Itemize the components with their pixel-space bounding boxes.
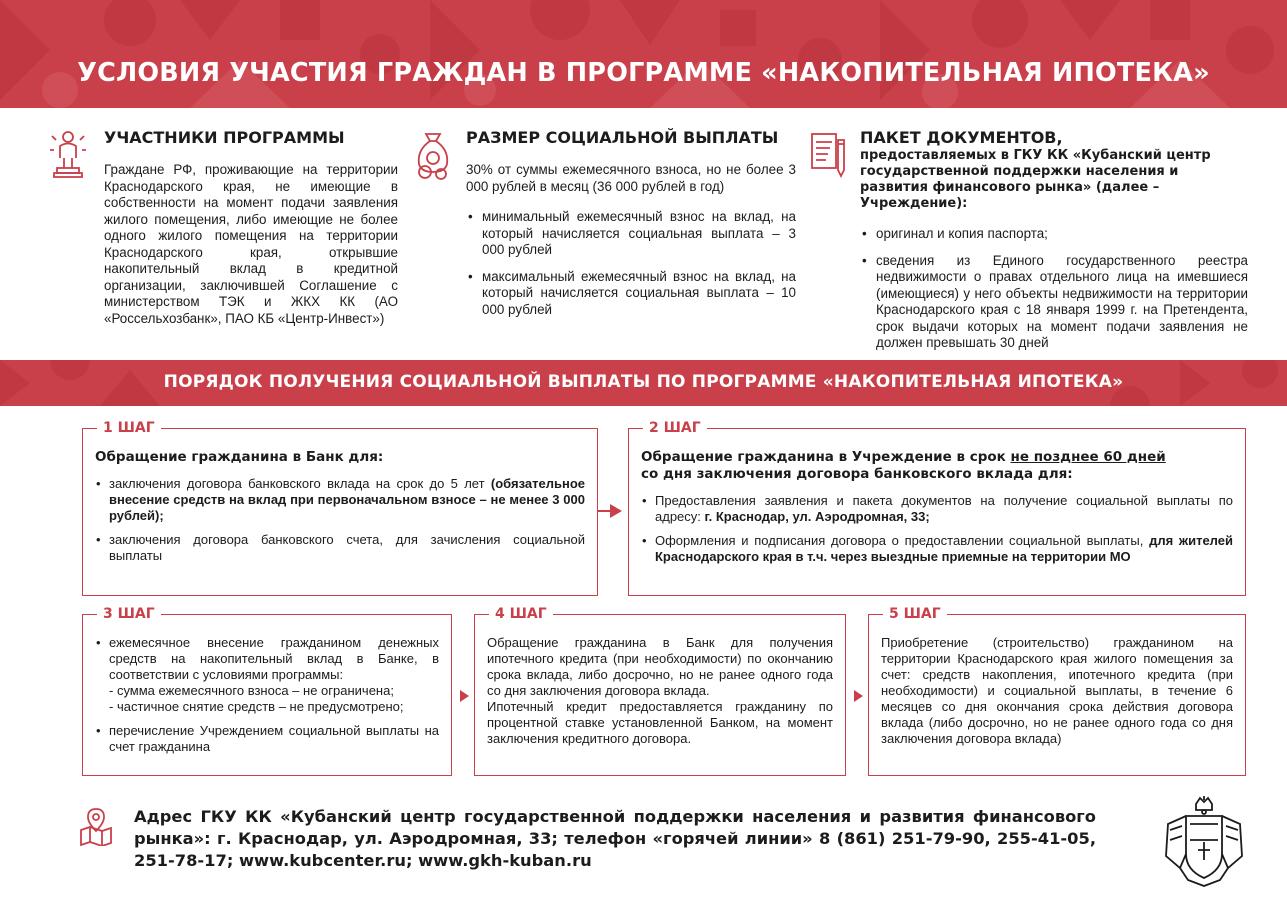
item-text: Предоставления заявления и пакета документов на получение социальной выплаты по адресу: <box>655 493 1233 524</box>
documents-subtitle: предоставляемых в ГКУ КК «Кубанский центр государственной поддержки населения и развития финансового рынка» (далее – Учреждение): <box>860 148 1211 211</box>
krasnodar-krai-coat-of-arms-icon <box>1160 796 1248 888</box>
item-bold: для жителей Краснодарского края в т.ч. через выездные приемные на территории МО <box>655 533 1233 564</box>
page-title: УСЛОВИЯ УЧАСТИЯ ГРАЖДАН В ПРОГРАММЕ «НАКОПИТЕЛЬНАЯ ИПОТЕКА» <box>77 58 1210 88</box>
payment-list <box>466 209 796 318</box>
step-list <box>641 493 1233 565</box>
list-item <box>641 533 1233 565</box>
payment-text: 30% от суммы ежемесячного взноса, но не более 3 000 рублей в месяц (36 000 рублей в год) <box>466 162 796 194</box>
step-label: 3 ШАГ <box>97 605 161 623</box>
item-subtext: - сумма ежемесячного взноса – не ограничена; <box>109 683 394 698</box>
step-label: 2 ШАГ <box>643 419 707 437</box>
payment-section <box>412 128 796 328</box>
money-bag-coins-icon <box>412 128 454 180</box>
step-3 <box>82 606 452 776</box>
step-1 <box>82 420 598 596</box>
heading-underline: не позднее 60 дней <box>1010 449 1166 465</box>
step-label: 1 ШАГ <box>97 419 161 437</box>
item-text: ежемесячное внесение гражданином денежных средств на накопительный вклад в Банке, в соответствии с условиями программы: <box>109 635 439 682</box>
documents-title <box>860 128 1248 212</box>
item-text: Оформления и подписания договора о предоставлении социальной выплаты, <box>655 533 1150 548</box>
step-label: 4 ШАГ <box>489 605 553 623</box>
procedure-title: ПОРЯДОК ПОЛУЧЕНИЯ СОЦИАЛЬНОЙ ВЫПЛАТЫ ПО ПРОГРАММЕ «НАКОПИТЕЛЬНАЯ ИПОТЕКА» <box>163 372 1124 392</box>
item-subtext: - частичное снятие средств – не предусмотрено; <box>109 699 404 714</box>
step-label: 5 ШАГ <box>883 605 947 623</box>
arrow-right-icon <box>460 690 469 702</box>
map-location-pin-icon <box>78 806 114 846</box>
list-item <box>641 493 1233 525</box>
step-text: Обращение гражданина в Банк для получения ипотечного кредита (при необходимости) по окончанию срока вклада, либо досрочно, но не ранее одного года со дня заключения договора вклада. <box>487 635 833 698</box>
payment-title: РАЗМЕР СОЦИАЛЬНОЙ ВЫПЛАТЫ <box>466 128 779 147</box>
documents-list <box>860 226 1248 352</box>
documents-title-main: ПАКЕТ ДОКУМЕНТОВ, <box>860 128 1063 147</box>
footer-address: Адрес ГКУ КК «Кубанский центр государственной поддержки населения и развития финансового рынка»: г. Краснодар, ул. Аэродромная, 33; телефон «горячей линии» 8 (861) 251-79-90, 255-41-05, 251-78-17; www.kubcenter.ru; www.gkh-kuban.ru <box>134 807 1096 870</box>
list-item <box>95 635 439 715</box>
arrow-right-icon <box>610 504 622 518</box>
step-2 <box>628 420 1246 596</box>
list-item <box>95 476 585 524</box>
step-list <box>95 476 585 564</box>
item-bold: (обязательное внесение средств на вклад при первоначальном взносе – не менее 3 000 рублей); <box>109 476 585 523</box>
document-pen-icon <box>808 128 848 180</box>
list-item: • сведения из Единого государственного реестра недвижимости о правах отдельного лица на имевшиеся (имеющиеся) у него объекты недвижимости на территории Краснодарского края с 18 января 1999 г. на Претендента, срок выдачи которых на момент подачи заявления не должен превышать 30 дней <box>860 253 1248 352</box>
list-item: • оригинал и копия паспорта; <box>860 226 1248 243</box>
step-5 <box>868 606 1246 776</box>
header-pattern <box>0 0 1287 108</box>
item-text: заключения договора банковского вклада на срок до 5 лет <box>109 476 491 491</box>
participants-section <box>48 128 398 327</box>
person-pedestal-icon <box>48 128 88 180</box>
header-band <box>0 0 1287 108</box>
procedure-band <box>0 360 1287 406</box>
heading-text: со дня заключения договора банковского вклада для: <box>641 466 1073 482</box>
participants-text: Граждане РФ, проживающие на территории Краснодарского края, не имеющие в собственности на момент подачи заявления жилого помещения, либо имеющие не более одного жилого помещения на территории Краснодарского края, открывшие накопительный вклад в кредитной организации, заключившей Соглашение с министерством ТЭК и ЖКХ КК (АО «Россельхозбанк», ПАО КБ «Центр-Инвест») <box>104 162 398 326</box>
step-heading: Обращение гражданина в Банк для: <box>95 449 384 465</box>
step-text: Приобретение (строительство) гражданином на территории Краснодарского края жилого помещения за счет: средств накопления, ипотечного кредита (при необходимости) и социальной выплаты, в течение 6 месяцев со дня окончания срока действия договора вклада (либо досрочно, но не ранее одного года со дня заключения договора вклада) <box>881 635 1233 746</box>
heading-text: Обращение гражданина в Учреждение в срок <box>641 449 1011 465</box>
step-list <box>95 635 439 755</box>
step-heading <box>641 449 1233 483</box>
documents-section <box>808 128 1248 362</box>
arrow-right-icon <box>854 690 863 702</box>
participants-title: УЧАСТНИКИ ПРОГРАММЫ <box>104 128 345 147</box>
list-item: • перечисление Учреждением социальной выплаты на счет гражданина <box>95 723 439 755</box>
step-4 <box>474 606 846 776</box>
step-text: Ипотечный кредит предоставляется гражданину по процентной ставке установленной Банком, на момент заключения кредитного договора. <box>487 699 833 746</box>
list-item: • минимальный ежемесячный взнос на вклад, на который начисляется социальная выплата – 3 000 рублей <box>466 209 796 259</box>
list-item: • заключения договора банковского счета, для зачисления социальной выплаты <box>95 532 585 564</box>
list-item: • максимальный ежемесячный взнос на вклад, на который начисляется социальная выплата – 10 000 рублей <box>466 269 796 319</box>
item-bold: г. Краснодар, ул. Аэродромная, 33; <box>704 509 930 524</box>
